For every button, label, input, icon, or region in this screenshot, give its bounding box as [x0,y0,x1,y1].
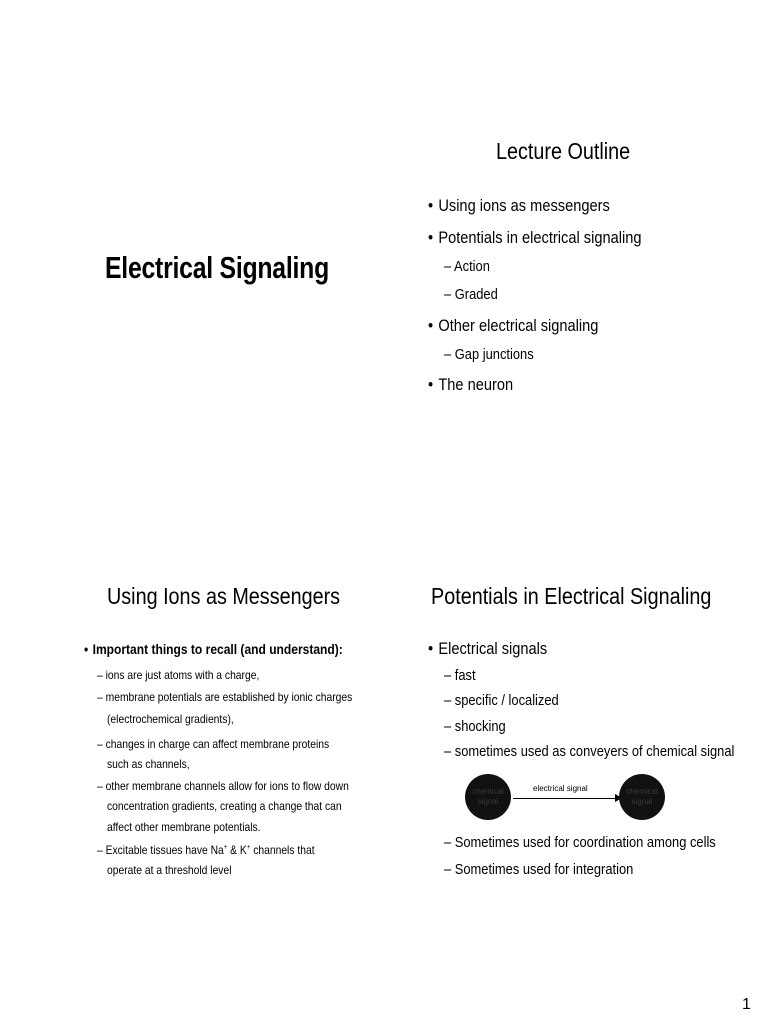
signals-bullet: • Electrical signals [428,639,548,658]
recall-item-cont: such as channels, [107,757,190,771]
slide-3-title: Using Ions as Messengers [107,583,341,609]
recall-item: – other membrane channels allow for ions to flow down [97,779,349,793]
outline-bullet: • Potentials in electrical signaling [428,228,642,247]
recall-heading: • Important things to recall (and understand): [84,641,343,657]
bullet-dot-icon: • [428,375,434,394]
recall-item-cont: (electrochemical gradients), [107,712,234,726]
arrow-label: electrical signal [533,784,588,793]
outline-subitem: – Graded [444,286,498,303]
signals-subitem: – specific / localized [444,692,559,709]
recall-item: – changes in charge can affect membrane proteins [97,737,330,751]
recall-item: – Excitable tissues have Na+ & K+ channels that [97,843,315,857]
outline-bullet: • Using ions as messengers [428,196,610,215]
recall-item: – ions are just atoms with a charge, [97,668,260,682]
chemical-signal-node-left: chemical signal [465,774,511,820]
bullet-dot-icon: • [428,228,434,247]
chemical-signal-node-right: chemical signal [619,774,665,820]
bullet-dot-icon: • [428,639,434,658]
slide-4-title: Potentials in Electrical Signaling [431,583,712,609]
outline-subitem: – Action [444,258,490,275]
signal-diagram [465,774,665,824]
bullet-dot-icon: • [428,196,434,215]
recall-item-cont: operate at a threshold level [107,863,232,877]
arrow-line [513,798,617,799]
bullet-dot-icon: • [428,316,434,335]
slide-2-title: Lecture Outline [496,138,631,164]
outline-bullet: • The neuron [428,375,514,394]
signals-subitem: – Sometimes used for integration [444,861,634,878]
page-number: 1 [742,996,751,1013]
recall-item: – membrane potentials are established by ionic charges [97,690,353,704]
recall-item-cont: affect other membrane potentials. [107,820,261,834]
slide-1-title: Electrical Signaling [105,250,329,285]
signals-subitem: – fast [444,667,476,684]
signals-subitem: – shocking [444,718,506,735]
recall-item-cont: concentration gradients, creating a change that can [107,799,342,813]
bullet-dot-icon: • [84,641,89,657]
outline-subitem: – Gap junctions [444,346,534,363]
outline-bullet: • Other electrical signaling [428,316,599,335]
signals-subitem: – Sometimes used for coordination among cells [444,834,716,851]
signals-subitem: – sometimes used as conveyers of chemical signal [444,743,735,760]
